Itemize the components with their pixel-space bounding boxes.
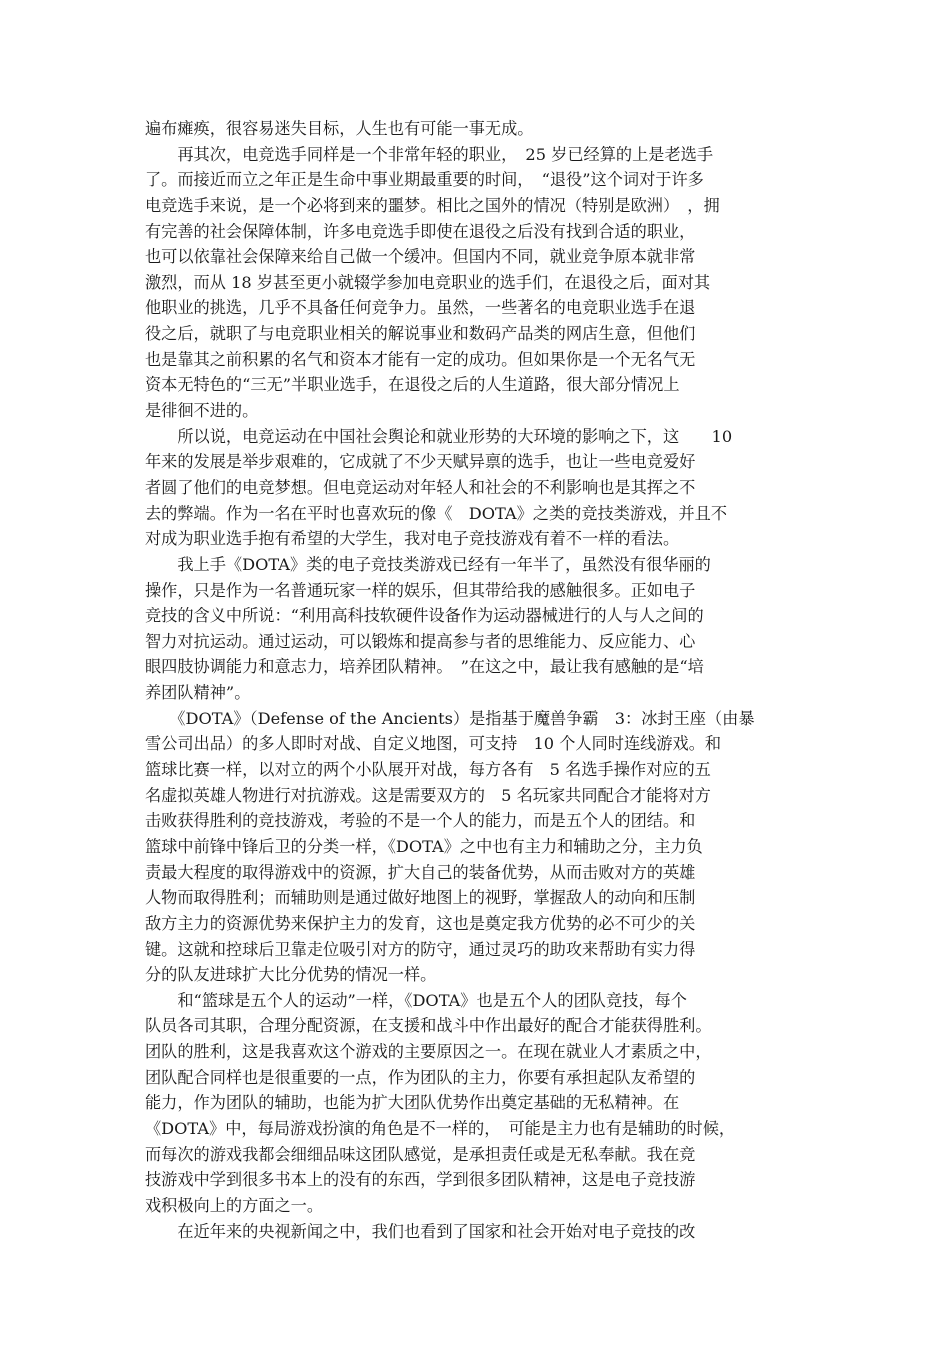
text-line: 队员各司其职，合理分配资源，在支援和战斗中作出最好的配合才能获得胜利。 bbox=[145, 1016, 712, 1036]
text-line: 眼四肢协调能力和意志力，培养团队精神。 ”在这之中，最让我有感触的是“培 bbox=[145, 657, 704, 677]
text-line: 名虚拟英雄人物进行对抗游戏。这是需要双方的 5 名玩家共同配合才能将对方 bbox=[145, 785, 711, 805]
text-line: 智力对抗运动。通过运动，可以锻炼和提高参与者的思维能力、反应能力、心 bbox=[145, 631, 696, 651]
text-line: 篮球比赛一样，以对立的两个小队展开对战，每方各有 5 名选手操作对应的五 bbox=[145, 760, 711, 780]
text-line: 篮球中前锋中锋后卫的分类一样，《DOTA》之中也有主力和辅助之分，主力负 bbox=[145, 836, 703, 856]
text-line: 敌方主力的资源优势来保护主力的发育，这也是奠定我方优势的必不可少的关 bbox=[145, 913, 696, 933]
text-line: 了。而接近而立之年正是生命中事业期最重要的时间， “退役”这个词对于许多 bbox=[145, 170, 704, 190]
text-line: 所以说，电竞运动在中国社会舆论和就业形势的大环境的影响之下，这 10 bbox=[145, 426, 733, 446]
text-line: 技游戏中学到很多书本上的没有的东西，学到很多团队精神，这是电子竞技游 bbox=[145, 1170, 696, 1190]
text-line: 役之后，就职了与电竞职业相关的解说事业和数码产品类的网店生意，但他们 bbox=[145, 324, 696, 344]
text-line: 而每次的游戏我都会细细品味这团队感觉，是承担责任或是无私奉献。我在竞 bbox=[145, 1144, 696, 1164]
text-line: 有完善的社会保障体制，许多电竞选手即使在退役之后没有找到合适的职业， bbox=[145, 221, 696, 241]
text-line: 能力，作为团队的辅助，也能为扩大团队优势作出奠定基础的无私精神。在 bbox=[145, 1093, 680, 1113]
text-line: 击败获得胜利的竞技游戏，考验的不是一个人的能力，而是五个人的团结。和 bbox=[145, 811, 696, 831]
text-line: 人物而取得胜利；而辅助则是通过做好地图上的视野，掌握敌人的动向和压制 bbox=[145, 888, 696, 908]
text-line: 再其次，电竞选手同样是一个非常年轻的职业， 25 岁已经算的上是老选手 bbox=[145, 144, 714, 164]
text-line: 是徘徊不进的。 bbox=[145, 401, 259, 421]
text-line: 我上手《DOTA》类的电子竞技类游戏已经有一年半了，虽然没有很华丽的 bbox=[145, 554, 711, 574]
text-line: 和“篮球是五个人的运动”一样，《DOTA》也是五个人的团队竞技，每个 bbox=[145, 990, 687, 1010]
text-line: 责最大程度的取得游戏中的资源，扩大自己的装备优势，从而击败对方的英雄 bbox=[145, 862, 696, 882]
text-line: 雪公司出品）的多人即时对战、自定义地图，可支持 10 个人同时连线游戏。和 bbox=[145, 734, 722, 754]
text-line: 在近年来的央视新闻之中，我们也看到了国家和社会开始对电子竞技的改 bbox=[145, 1221, 696, 1241]
text-line: 年来的发展是举步艰难的，它成就了不少天赋异禀的选手，也让一些电竞爱好 bbox=[145, 452, 696, 472]
body-text bbox=[145, 116, 815, 1244]
text-line: 对成为职业选手抱有希望的大学生，我对电子竞技游戏有着不一样的看法。 bbox=[145, 529, 680, 549]
text-line: 资本无特色的“三无”半职业选手，在退役之后的人生道路，很大部分情况上 bbox=[145, 375, 680, 395]
text-line: 者圆了他们的电竞梦想。但电竞运动对年轻人和社会的不利影响也是其挥之不 bbox=[145, 477, 696, 497]
text-line: 养团队精神”。 bbox=[145, 683, 251, 703]
text-line: 也是靠其之前积累的名气和资本才能有一定的成功。但如果你是一个无名气无 bbox=[145, 349, 696, 369]
text-line: 《DOTA》（Defense of the Ancients）是指基于魔兽争霸 3：冰封王座（由暴 bbox=[145, 708, 755, 728]
text-line: 《DOTA》中，每局游戏扮演的角色是不一样的， 可能是主力也有是辅助的时候， bbox=[145, 1118, 736, 1138]
text-line: 操作，只是作为一名普通玩家一样的娱乐，但其带给我的感触很多。正如电子 bbox=[145, 580, 696, 600]
text-line: 去的弊端。作为一名在平时也喜欢玩的像《 DOTA》之类的竞技类游戏，并且不 bbox=[145, 503, 728, 523]
text-line: 键。这就和控球后卫靠走位吸引对方的防守，通过灵巧的助攻来帮助有实力得 bbox=[145, 939, 696, 959]
text-line: 激烈，而从 18 岁甚至更小就辍学参加电竞职业的选手们，在退役之后，面对其 bbox=[145, 272, 711, 292]
text-line: 团队的胜利，这是我喜欢这个游戏的主要原因之一。在现在就业人才素质之中， bbox=[145, 1042, 712, 1062]
text-line: 团队配合同样也是很重要的一点，作为团队的主力，你要有承担起队友希望的 bbox=[145, 1067, 696, 1087]
text-line: 遍布瘫痪，很容易迷失目标，人生也有可能一事无成。 bbox=[145, 119, 534, 138]
text-line: 电竞选手来说，是一个必将到来的噩梦。相比之国外的情况（特别是欧洲） ，拥 bbox=[145, 195, 720, 215]
text-line: 竞技的含义中所说：“利用高科技软硬件设备作为运动器械进行的人与人之间的 bbox=[145, 606, 704, 626]
text-line: 戏积极向上的方面之一。 bbox=[145, 1195, 324, 1215]
text-line: 分的队友进球扩大比分优势的情况一样。 bbox=[145, 965, 437, 985]
text-line: 也可以依靠社会保障来给自己做一个缓冲。但国内不同，就业竞争原本就非常 bbox=[145, 247, 696, 267]
text-line: 他职业的挑选，几乎不具备任何竞争力。虽然，一些著名的电竞职业选手在退 bbox=[145, 298, 696, 318]
